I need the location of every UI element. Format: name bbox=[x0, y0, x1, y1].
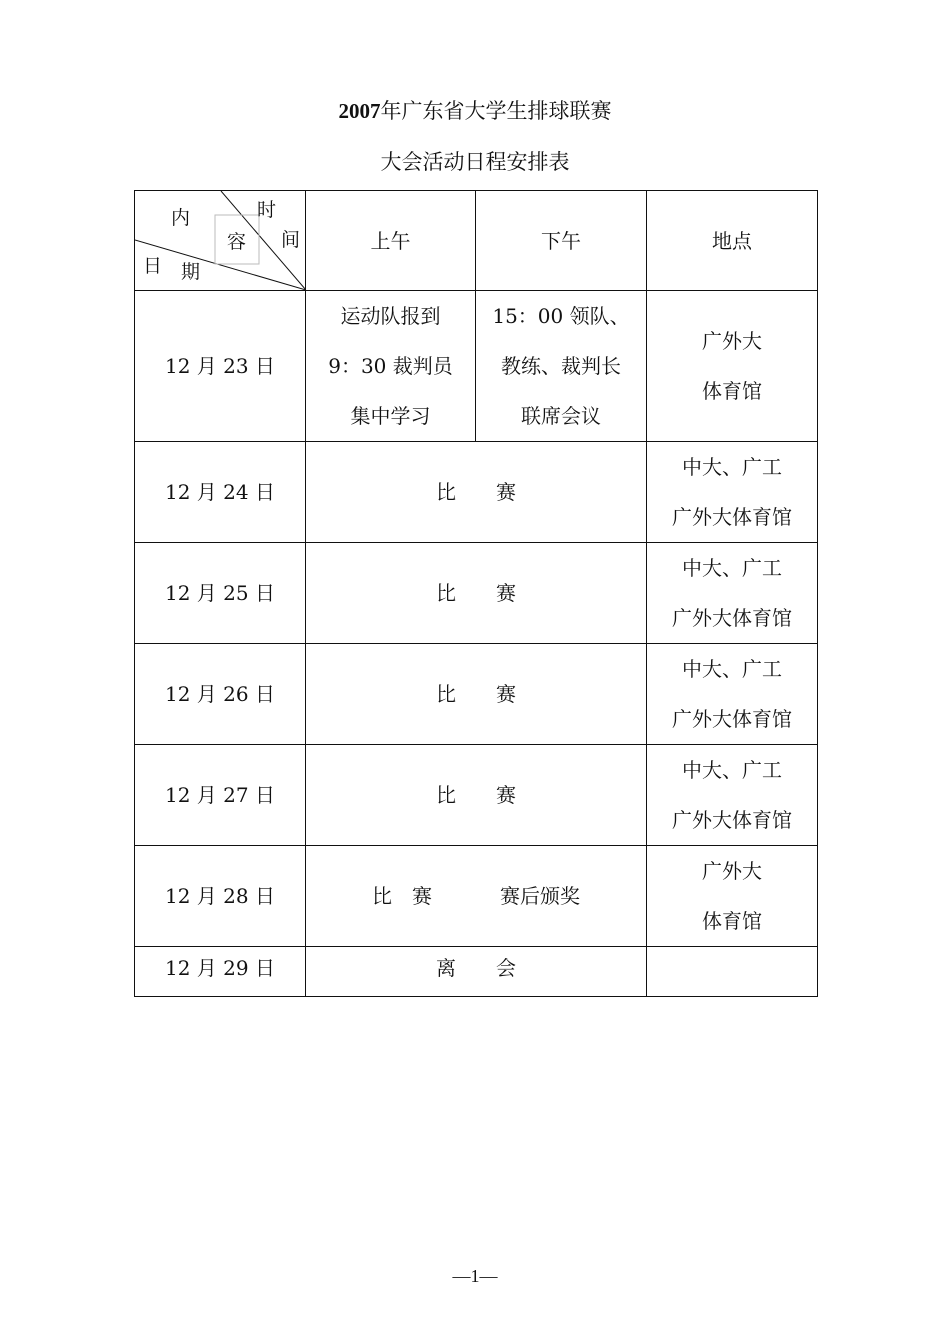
page-number: —1— bbox=[452, 1266, 498, 1286]
title-year: 2007 bbox=[338, 99, 381, 123]
diagonal-header-cell bbox=[135, 191, 306, 291]
row-activity: 比 赛 bbox=[306, 745, 647, 846]
document-title bbox=[0, 96, 950, 126]
header-date-label-2: 期 bbox=[181, 261, 201, 283]
table-row bbox=[135, 543, 818, 644]
afternoon-line: 教练、裁判长 bbox=[501, 354, 621, 378]
location-line: 中大、广工 bbox=[682, 455, 782, 479]
header-location: 地点 bbox=[647, 191, 818, 291]
location-line: 广外大体育馆 bbox=[672, 606, 792, 630]
activity-text: 比 赛 bbox=[372, 884, 432, 908]
morning-line: 运动队报到 bbox=[340, 304, 441, 328]
location-line: 中大、广工 bbox=[682, 657, 782, 681]
row-date: 12 月 28 日 bbox=[135, 846, 306, 947]
header-time-label-1: 时 bbox=[257, 199, 277, 221]
document-subtitle: 大会活动日程安排表 bbox=[380, 150, 570, 174]
table-row bbox=[135, 442, 818, 543]
row-location bbox=[647, 846, 818, 947]
row-morning bbox=[306, 291, 476, 442]
table-row bbox=[135, 745, 818, 846]
location-line: 体育馆 bbox=[702, 909, 762, 933]
morning-line: 9：30 裁判员 bbox=[328, 354, 453, 378]
afternoon-line: 联席会议 bbox=[521, 404, 601, 428]
row-location bbox=[647, 442, 818, 543]
row-date: 12 月 29 日 bbox=[135, 947, 306, 997]
row-date: 12 月 25 日 bbox=[135, 543, 306, 644]
table-row bbox=[135, 947, 818, 997]
afternoon-line: 15：00 领队、 bbox=[492, 304, 630, 328]
location-line: 广外大 bbox=[702, 859, 762, 883]
row-location-empty bbox=[647, 947, 818, 997]
table-header-row bbox=[135, 191, 818, 291]
table-row bbox=[135, 846, 818, 947]
header-afternoon: 下午 bbox=[476, 191, 647, 291]
schedule-table bbox=[134, 190, 818, 997]
morning-line: 集中学习 bbox=[350, 404, 431, 428]
row-activity: 比 赛 bbox=[306, 543, 647, 644]
location-line: 广外大体育馆 bbox=[672, 707, 792, 731]
location-line: 广外大体育馆 bbox=[672, 505, 792, 529]
location-line: 中大、广工 bbox=[682, 556, 782, 580]
row-location bbox=[647, 291, 818, 442]
activity-text-2: 赛后颁奖 bbox=[500, 884, 580, 908]
row-date: 12 月 23 日 bbox=[135, 291, 306, 442]
row-activity: 离 会 bbox=[306, 947, 647, 997]
header-date-label-1: 日 bbox=[143, 255, 163, 277]
location-line: 广外大 bbox=[702, 329, 762, 353]
location-line: 广外大体育馆 bbox=[672, 808, 792, 832]
row-date: 12 月 27 日 bbox=[135, 745, 306, 846]
row-date: 12 月 26 日 bbox=[135, 644, 306, 745]
header-content-label-1: 内 bbox=[171, 207, 191, 229]
row-activity bbox=[306, 846, 647, 947]
location-line: 体育馆 bbox=[702, 379, 762, 403]
row-afternoon bbox=[476, 291, 647, 442]
row-location bbox=[647, 745, 818, 846]
row-activity: 比 赛 bbox=[306, 442, 647, 543]
row-location bbox=[647, 644, 818, 745]
title-text: 年广东省大学生排球联赛 bbox=[380, 99, 612, 123]
table-row bbox=[135, 644, 818, 745]
location-line: 中大、广工 bbox=[682, 758, 782, 782]
row-location bbox=[647, 543, 818, 644]
header-time-label-2: 间 bbox=[281, 229, 301, 251]
header-content-label-2: 容 bbox=[227, 231, 247, 253]
row-activity: 比 赛 bbox=[306, 644, 647, 745]
header-morning: 上午 bbox=[306, 191, 476, 291]
row-date: 12 月 24 日 bbox=[135, 442, 306, 543]
table-row bbox=[135, 291, 818, 442]
